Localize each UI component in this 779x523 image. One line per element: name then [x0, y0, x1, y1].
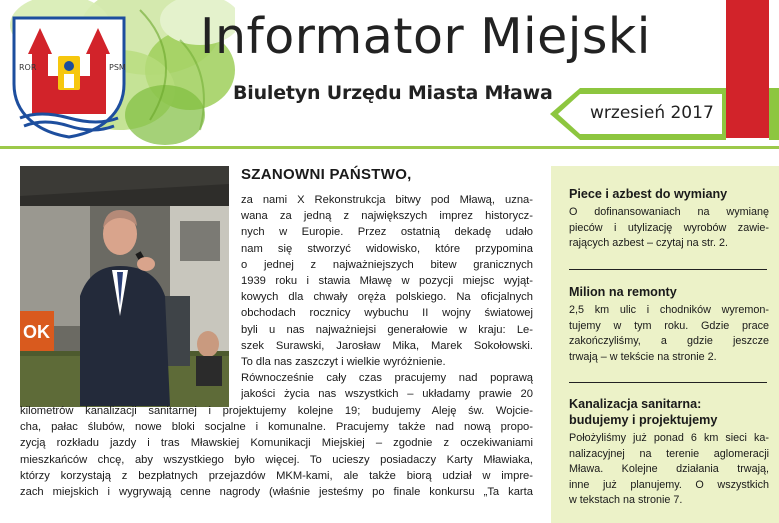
sidebar-item-body: [569, 205, 769, 252]
sidebar-item-sewerage[interactable]: [569, 396, 769, 509]
sidebar-body-line: tujemy w tym roku. Gdzie prace: [569, 319, 769, 332]
body-line: Równocześnie cały czas pracujemy nad poprawą: [241, 372, 533, 385]
body-line: jakości życia nas wszystkich – układamy prawie 20: [241, 388, 533, 401]
sidebar-item-title: Milion na remonty: [569, 285, 677, 299]
sidebar-divider: [569, 382, 767, 383]
sidebar-body-line: 2,5 km ulic i chodników wyremon-: [569, 304, 769, 316]
sidebar-body-line: Położyliśmy już ponad 6 km sieci ka-: [569, 432, 769, 444]
publication-subtitle: Biuletyn Urzędu Miasta Mława: [233, 82, 553, 104]
header-divider: [0, 146, 779, 149]
sidebar-item-body: [569, 431, 769, 509]
body-line: byli u nas najważniejsi generałowie w kraju: Le-: [241, 323, 533, 336]
sidebar-body-line: nalizacyjnej na terenie aglomeracji: [569, 447, 769, 460]
body-line: za nami X Rekonstrukcja bitwy pod Mławą, uzna-: [241, 194, 533, 206]
masthead: [0, 0, 779, 148]
news-sidebar: [551, 166, 779, 523]
crest-letters-right: PSM: [109, 63, 126, 72]
body-line: nam się stworzyć widowisko, które przypomina: [241, 242, 533, 255]
crest-letters-left: ROR: [19, 63, 37, 72]
sidebar-item-title: Kanalizacja sanitarna:: [569, 397, 702, 411]
article-body-narrow: [241, 192, 533, 403]
sidebar-item-body: [569, 303, 769, 365]
publication-title: Informator Miejski: [200, 8, 651, 65]
red-accent-bar: [726, 0, 769, 138]
sidebar-body-line: pieców i utylizację wyrobów zawie-: [569, 221, 769, 234]
body-line: szek Surawski, Jarosław Mika, Marek Sokołowski.: [241, 339, 533, 352]
sidebar-item-repairs[interactable]: [569, 284, 769, 365]
sidebar-body-line: Mława. Kolejne działania trwają,: [569, 463, 769, 475]
article-body-wide: [20, 403, 533, 500]
sidebar-body-line: inne już planujemy. O wszystkich: [569, 478, 769, 491]
sidebar-body-line: trwają – w tekście na stronie 2.: [569, 350, 717, 363]
banner-text: OK: [23, 322, 50, 342]
body-line: kilometrów kanalizacji sanitarnej i projektujemy kolejne 19; budujemy Aleję św. Wojcie-: [20, 405, 533, 417]
sidebar-divider: [569, 269, 767, 270]
sidebar-item-title: budujemy i projektujemy: [569, 413, 718, 427]
issue-date: wrzesień 2017: [590, 103, 714, 123]
article-heading: SZANOWNI PAŃSTWO,: [241, 166, 412, 183]
city-crest-icon: [10, 14, 128, 139]
sidebar-body-line: O dofinansowaniach na wymianę: [569, 206, 769, 218]
sidebar-body-line: rających azbest – czytaj na str. 2.: [569, 237, 729, 249]
body-line: obchodach rocznicy wybuchu II wojny światowej: [241, 307, 533, 320]
green-accent-bar: [769, 88, 779, 140]
body-line: 1939 roku i stawia Mławę w pozycji miejsc wyjąt-: [241, 275, 533, 288]
sidebar-body-line: w tekstach na stronie 7.: [569, 494, 683, 506]
body-line: zycją rozkładu jazdy i tras Mławskiej Komunikacji Miejskiej – zgodnie z oczekiwaniami: [20, 437, 533, 450]
body-line: którzy korzystają z bezpłatnych przejazdów MKM-kami, ale także biorą udział w impre-: [20, 469, 533, 482]
body-line: kowych dla chwały oręża polskiego. Na oficjalnych: [241, 291, 533, 304]
body-line: zach miejskich i wygrywają cenne nagrody (właśnie jesteśmy po finale konkursu „Ta karta: [20, 486, 533, 499]
body-line: mieszkańców chcę, aby wszystkiego było więcej. To ucieszy posiadaczy Karty Mławiaka,: [20, 453, 533, 466]
sidebar-item-title: Piece i azbest do wymiany: [569, 187, 728, 201]
sidebar-item-asbestos[interactable]: [569, 186, 769, 252]
body-line: o jednej z najważniejszych bitew granicznych: [241, 258, 533, 271]
sidebar-body-line: zakończyliśmy, a gdzie jeszcze: [569, 335, 769, 347]
mayor-speaking-photo: [20, 166, 229, 407]
body-line: To dla nas zaszczyt i wielkie wyróżnienie.: [241, 356, 446, 369]
body-line: cha, pałac ślubów, nowe bloki socjalne i komunalne. Pracujemy także nad nową propo-: [20, 421, 533, 434]
body-line: wana za jedną z największych imprez historycz-: [241, 210, 533, 223]
body-line: nych w Europie. Przez ostatnią dekadę udało: [241, 226, 533, 239]
